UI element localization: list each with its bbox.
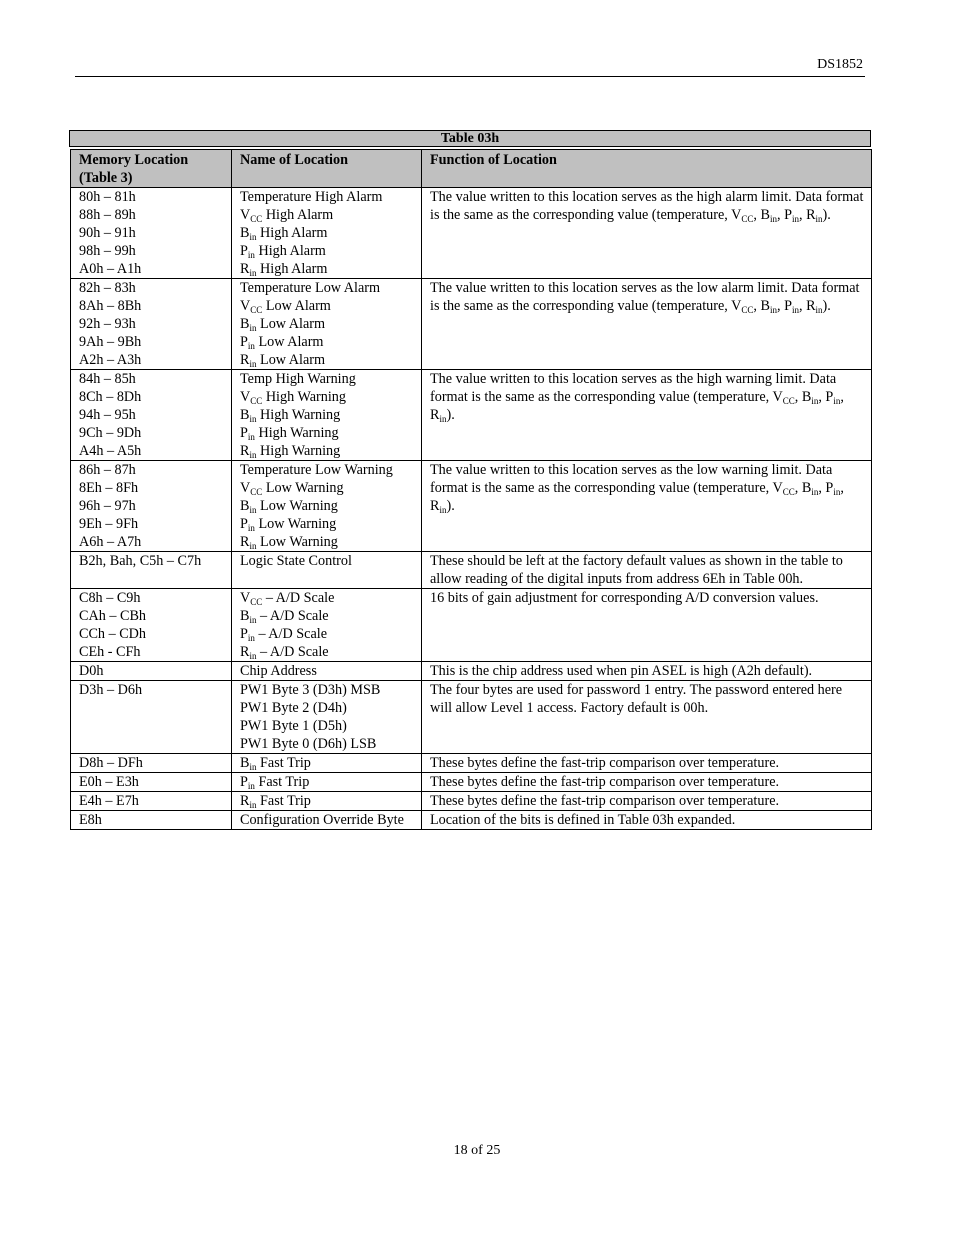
memory-address: E8h: [79, 812, 102, 828]
location-name-text: PW1 Byte 0 (D6h) LSB: [240, 736, 377, 752]
signal-symbol: B: [240, 755, 250, 771]
location-name: [240, 497, 417, 515]
signal-symbol: R: [240, 443, 250, 459]
signal-symbol: V: [731, 207, 742, 223]
location-name: [240, 754, 417, 772]
memory-address: A0h – A1h: [79, 261, 142, 277]
signal-subscript: in: [833, 396, 841, 406]
signal-subscript: CC: [741, 305, 754, 315]
location-name: [240, 717, 417, 735]
signal-symbol: V: [772, 480, 783, 496]
function-text: Location of the bits is defined in Table 03h expanded.: [430, 812, 736, 828]
memory-location-cell: [71, 754, 232, 773]
location-name: [240, 662, 417, 680]
location-name-cell: [232, 792, 422, 811]
function-text: ,: [776, 207, 785, 223]
function-text: ).: [822, 207, 831, 223]
location-name-text: Low Warning: [256, 498, 338, 514]
function-text: The value written to this location serves as the low alarm limit. Data format is the same as the corresponding value (temperature,: [430, 280, 860, 314]
document-id: DS1852: [817, 57, 863, 72]
signal-subscript: in: [249, 615, 257, 625]
location-name: [240, 333, 417, 351]
header-memory-line: Memory Location: [79, 152, 189, 168]
signal-subscript: in: [791, 214, 799, 224]
signal-subscript: CC: [250, 305, 263, 315]
memory-address: D3h – D6h: [79, 682, 143, 698]
location-name-cell: [232, 773, 422, 792]
signal-symbol: B: [240, 316, 250, 332]
header-function-of-location: Function of Location: [422, 150, 872, 188]
memory-address: 84h – 85h: [79, 371, 136, 387]
location-name-text: – A/D Scale: [256, 608, 329, 624]
location-name-text: – A/D Scale: [262, 590, 335, 606]
signal-symbol: R: [430, 407, 440, 423]
function-text: 16 bits of gain adjustment for corresponding A/D conversion values.: [430, 590, 819, 606]
signal-subscript: in: [247, 341, 255, 351]
memory-address: A6h – A7h: [79, 534, 142, 550]
function-cell: [422, 662, 872, 681]
table-row: [71, 681, 872, 754]
function-text: ,: [818, 480, 826, 496]
memory-location-cell: [71, 681, 232, 754]
signal-symbol: P: [825, 480, 834, 496]
memory-address: CEh - CFh: [79, 644, 141, 660]
memory-address: 94h – 95h: [79, 407, 136, 423]
table-row: [71, 279, 872, 370]
memory-address: A2h – A3h: [79, 352, 142, 368]
signal-subscript: in: [247, 633, 255, 643]
location-name-text: Low Warning: [262, 480, 344, 496]
location-name: [240, 773, 417, 791]
signal-symbol: P: [240, 626, 248, 642]
location-name: [240, 224, 417, 242]
table-row: [71, 461, 872, 552]
signal-symbol: B: [240, 225, 250, 241]
function-text: These should be left at the factory default values as shown in the table to allow reading of the digital inputs from address 6Eh in Table 00h.: [430, 553, 843, 587]
function-cell: [422, 773, 872, 792]
location-name-text: Low Alarm: [256, 316, 326, 332]
function-cell: [422, 589, 872, 662]
page-number: 18 of 25: [453, 1143, 501, 1158]
memory-address: 96h – 97h: [79, 498, 136, 514]
location-name-cell: [232, 552, 422, 589]
signal-subscript: in: [811, 487, 819, 497]
memory-table: [70, 149, 872, 830]
function-text: The value written to this location serves as the low warning limit. Data format is the same as the corresponding value (temperature,: [430, 462, 833, 496]
location-name-text: – A/D Scale: [256, 644, 329, 660]
location-name-text: Low Alarm: [256, 352, 326, 368]
signal-subscript: in: [247, 250, 255, 260]
function-text: ,: [798, 298, 807, 314]
location-name-text: Logic State Control: [240, 553, 352, 569]
header-rule: [75, 76, 865, 77]
signal-symbol: P: [240, 774, 248, 790]
signal-subscript: in: [249, 323, 257, 333]
function-cell: [422, 188, 872, 279]
signal-subscript: in: [791, 305, 799, 315]
function-text: The value written to this location serves as the high warning limit. Data format is the same as the corresponding value (temperature,: [430, 371, 837, 405]
table-row: [71, 792, 872, 811]
signal-symbol: P: [240, 516, 248, 532]
location-name-text: High Alarm: [262, 207, 334, 223]
table-caption: Table 03h: [69, 130, 871, 147]
signal-symbol: B: [240, 407, 250, 423]
location-name-cell: [232, 461, 422, 552]
memory-address: A4h – A5h: [79, 443, 142, 459]
function-cell: [422, 279, 872, 370]
signal-subscript: in: [249, 762, 257, 772]
location-name: [240, 735, 417, 753]
signal-symbol: V: [731, 298, 742, 314]
location-name: [240, 260, 417, 278]
signal-symbol: P: [825, 389, 834, 405]
location-name-cell: [232, 188, 422, 279]
signal-subscript: in: [249, 232, 257, 242]
signal-subscript: in: [439, 414, 447, 424]
signal-symbol: R: [430, 498, 440, 514]
signal-subscript: CC: [782, 396, 795, 406]
function-text: This is the chip address used when pin ASEL is high (A2h default).: [430, 663, 813, 679]
signal-subscript: CC: [250, 597, 263, 607]
signal-subscript: in: [815, 214, 823, 224]
function-text: These bytes define the fast-trip comparison over temperature.: [430, 755, 780, 771]
location-name: [240, 479, 417, 497]
signal-subscript: CC: [782, 487, 795, 497]
memory-location-cell: [71, 552, 232, 589]
location-name-text: Low Alarm: [254, 334, 324, 350]
location-name: [240, 188, 417, 206]
location-name-text: High Warning: [256, 407, 341, 423]
signal-symbol: B: [801, 389, 812, 405]
memory-address: 80h – 81h: [79, 189, 136, 205]
table-row: [71, 811, 872, 830]
memory-address: CCh – CDh: [79, 626, 147, 642]
location-name-text: PW1 Byte 3 (D3h) MSB: [240, 682, 381, 698]
function-cell: [422, 552, 872, 589]
location-name-text: Fast Trip: [254, 774, 310, 790]
location-name-text: High Alarm: [256, 261, 328, 277]
memory-address: B2h, Bah, C5h – C7h: [79, 553, 202, 569]
memory-address: 9Ah – 9Bh: [79, 334, 142, 350]
memory-address: E4h – E7h: [79, 793, 139, 809]
memory-location-cell: [71, 188, 232, 279]
function-text: ,: [753, 207, 761, 223]
location-name: [240, 792, 417, 810]
memory-address: 90h – 91h: [79, 225, 136, 241]
signal-symbol: V: [772, 389, 783, 405]
location-name-text: High Alarm: [256, 225, 328, 241]
function-cell: [422, 754, 872, 773]
function-text: ,: [753, 298, 761, 314]
signal-symbol: V: [240, 480, 251, 496]
signal-symbol: R: [240, 534, 250, 550]
location-name: [240, 279, 417, 297]
memory-address: C8h – C9h: [79, 590, 141, 606]
function-cell: [422, 370, 872, 461]
location-name: [240, 242, 417, 260]
signal-symbol: P: [240, 334, 248, 350]
signal-symbol: V: [240, 590, 251, 606]
function-text: ,: [794, 389, 802, 405]
signal-symbol: B: [760, 207, 770, 223]
function-text: ).: [446, 498, 455, 514]
location-name-text: Temp High Warning: [240, 371, 356, 387]
function-cell: [422, 792, 872, 811]
location-name-text: Low Warning: [254, 516, 337, 532]
location-name: [240, 699, 417, 717]
signal-subscript: in: [439, 505, 447, 515]
location-name-text: High Warning: [254, 425, 339, 441]
location-name-text: High Alarm: [254, 243, 326, 259]
signal-symbol: V: [240, 207, 251, 223]
function-text: The value written to this location serves as the high alarm limit. Data format is the same as the corresponding value (temperature,: [430, 189, 864, 223]
function-text: These bytes define the fast-trip comparison over temperature.: [430, 793, 780, 809]
function-text: ,: [840, 389, 844, 405]
location-name-text: Chip Address: [240, 663, 317, 679]
location-name-text: Temperature Low Alarm: [240, 280, 381, 296]
function-text: ,: [798, 207, 807, 223]
memory-location-cell: [71, 792, 232, 811]
signal-subscript: in: [249, 359, 257, 369]
location-name-text: Temperature High Alarm: [240, 189, 383, 205]
signal-subscript: in: [249, 414, 257, 424]
signal-symbol: P: [784, 207, 792, 223]
function-text: ).: [822, 298, 831, 314]
memory-location-cell: [71, 370, 232, 461]
memory-location-cell: [71, 662, 232, 681]
signal-subscript: in: [769, 305, 777, 315]
function-text: The four bytes are used for password 1 entry. The password entered here will allow Level 1 access. Factory default is 00h.: [430, 682, 843, 716]
signal-subscript: CC: [250, 396, 263, 406]
memory-location-cell: [71, 589, 232, 662]
signal-symbol: P: [240, 425, 248, 441]
location-name: [240, 533, 417, 551]
signal-subscript: in: [249, 800, 257, 810]
header-memory-line: (Table 3): [79, 170, 133, 186]
memory-address: D0h: [79, 663, 104, 679]
location-name: [240, 388, 417, 406]
signal-subscript: in: [247, 523, 255, 533]
signal-subscript: in: [769, 214, 777, 224]
function-text: ,: [840, 480, 844, 496]
signal-subscript: in: [249, 505, 257, 515]
location-name-text: Low Alarm: [262, 298, 331, 314]
memory-address: 9Eh – 9Fh: [79, 516, 139, 532]
location-name: [240, 442, 417, 460]
signal-symbol: R: [806, 298, 816, 314]
memory-address: 8Ah – 8Bh: [79, 298, 142, 314]
location-name-text: PW1 Byte 2 (D4h): [240, 700, 347, 716]
memory-address: CAh – CBh: [79, 608, 147, 624]
location-name-text: High Warning: [256, 443, 341, 459]
location-name: [240, 315, 417, 333]
location-name-text: Temperature Low Warning: [240, 462, 393, 478]
location-name: [240, 370, 417, 388]
location-name: [240, 607, 417, 625]
memory-address: D8h – DFh: [79, 755, 143, 771]
location-name: [240, 406, 417, 424]
signal-symbol: R: [240, 793, 250, 809]
memory-address: 8Eh – 8Fh: [79, 480, 139, 496]
signal-subscript: in: [247, 432, 255, 442]
memory-address: 98h – 99h: [79, 243, 136, 259]
memory-address: E0h – E3h: [79, 774, 139, 790]
location-name: [240, 461, 417, 479]
signal-symbol: R: [240, 644, 250, 660]
signal-subscript: in: [249, 541, 257, 551]
location-name-text: Low Warning: [256, 534, 338, 550]
signal-subscript: in: [815, 305, 823, 315]
signal-symbol: P: [784, 298, 792, 314]
memory-address: 8Ch – 8Dh: [79, 389, 142, 405]
location-name: [240, 552, 417, 570]
location-name-text: – A/D Scale: [254, 626, 328, 642]
table-row: [71, 370, 872, 461]
location-name-cell: [232, 681, 422, 754]
memory-address: 82h – 83h: [79, 280, 136, 296]
location-name-cell: [232, 370, 422, 461]
signal-symbol: B: [240, 608, 250, 624]
function-cell: [422, 811, 872, 830]
table-header-row: [71, 150, 872, 188]
signal-symbol: R: [240, 352, 250, 368]
location-name: [240, 643, 417, 661]
signal-symbol: B: [760, 298, 770, 314]
signal-subscript: CC: [250, 214, 263, 224]
header-memory-location: [71, 150, 232, 188]
table-row: [71, 552, 872, 589]
location-name: [240, 811, 417, 829]
table-row: [71, 754, 872, 773]
function-text: ,: [818, 389, 826, 405]
memory-location-cell: [71, 773, 232, 792]
location-name-cell: [232, 589, 422, 662]
location-name-cell: [232, 754, 422, 773]
signal-subscript: in: [833, 487, 841, 497]
signal-symbol: B: [240, 498, 250, 514]
memory-location-cell: [71, 811, 232, 830]
location-name: [240, 589, 417, 607]
location-name-cell: [232, 811, 422, 830]
table-row: [71, 188, 872, 279]
signal-symbol: R: [240, 261, 250, 277]
memory-address: 92h – 93h: [79, 316, 136, 332]
function-text: ,: [776, 298, 785, 314]
signal-symbol: V: [240, 389, 251, 405]
location-name: [240, 206, 417, 224]
table-body: [71, 188, 872, 830]
function-cell: [422, 681, 872, 754]
location-name-cell: [232, 279, 422, 370]
signal-subscript: in: [249, 651, 257, 661]
function-cell: [422, 461, 872, 552]
location-name-text: PW1 Byte 1 (D5h): [240, 718, 347, 734]
memory-location-cell: [71, 279, 232, 370]
location-name-text: Fast Trip: [256, 793, 311, 809]
location-name: [240, 297, 417, 315]
header-name-of-location: Name of Location: [232, 150, 422, 188]
location-name-text: High Warning: [262, 389, 346, 405]
memory-address: 9Ch – 9Dh: [79, 425, 142, 441]
location-name-text: Fast Trip: [256, 755, 311, 771]
signal-symbol: V: [240, 298, 251, 314]
signal-subscript: in: [249, 450, 257, 460]
location-name-cell: [232, 662, 422, 681]
location-name: [240, 515, 417, 533]
signal-subscript: in: [811, 396, 819, 406]
signal-symbol: P: [240, 243, 248, 259]
memory-address: 86h – 87h: [79, 462, 136, 478]
signal-subscript: in: [249, 268, 257, 278]
signal-symbol: B: [801, 480, 812, 496]
function-text: These bytes define the fast-trip comparison over temperature.: [430, 774, 780, 790]
location-name-text: Configuration Override Byte: [240, 812, 404, 828]
signal-subscript: in: [247, 781, 255, 791]
table-row: [71, 589, 872, 662]
table-row: [71, 662, 872, 681]
function-text: ).: [446, 407, 455, 423]
function-text: ,: [794, 480, 802, 496]
signal-subscript: CC: [250, 487, 263, 497]
location-name: [240, 351, 417, 369]
memory-location-cell: [71, 461, 232, 552]
signal-subscript: CC: [741, 214, 754, 224]
signal-symbol: R: [806, 207, 816, 223]
memory-address: 88h – 89h: [79, 207, 136, 223]
location-name: [240, 625, 417, 643]
location-name: [240, 424, 417, 442]
location-name: [240, 681, 417, 699]
table-row: [71, 773, 872, 792]
